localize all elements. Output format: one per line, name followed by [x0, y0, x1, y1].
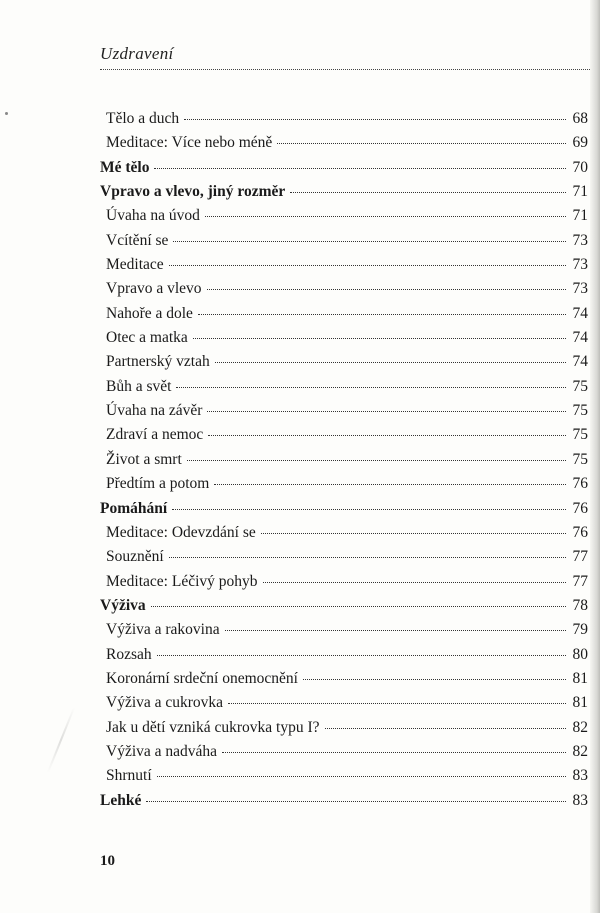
toc-entry-title: Meditace: Odevzdání se	[106, 523, 256, 541]
toc-entry-page: 83	[572, 767, 588, 785]
toc-entry-page: 73	[572, 231, 588, 249]
toc-entry	[100, 402, 588, 426]
toc-dot-leader	[303, 679, 566, 680]
running-head: Uzdravení	[100, 44, 174, 63]
toc-entry-page: 80	[572, 645, 588, 663]
toc-dot-leader	[261, 533, 566, 534]
toc-dot-leader	[277, 143, 566, 144]
toc-entry	[100, 207, 588, 231]
toc-entry	[100, 329, 588, 353]
toc-entry	[100, 353, 588, 377]
toc-dot-leader	[225, 630, 566, 631]
paper-scratch	[47, 707, 75, 773]
toc-entry-page: 71	[572, 183, 588, 201]
toc-entry-title: Koronární srdeční onemocnění	[106, 669, 298, 687]
toc-entry	[100, 573, 588, 597]
toc-entry-title: Otec a matka	[106, 329, 188, 347]
toc-entry-page: 69	[572, 134, 588, 152]
toc-entry-title: Bůh a svět	[106, 377, 172, 395]
toc-entry	[100, 767, 588, 791]
toc-entry-title: Výživa a nadváha	[106, 742, 218, 760]
toc-entry-page: 81	[572, 669, 588, 687]
toc-dot-leader	[173, 241, 566, 242]
toc-entry	[100, 378, 588, 402]
toc-entry-page: 74	[572, 304, 588, 322]
toc-entry	[100, 646, 588, 670]
toc-entry-page: 75	[572, 426, 588, 444]
toc-dot-leader	[187, 460, 566, 461]
table-of-contents	[100, 110, 588, 816]
toc-dot-leader	[172, 509, 566, 510]
toc-entry-page: 75	[572, 377, 588, 395]
toc-entry-title: Partnerský vztah	[106, 353, 210, 371]
toc-entry	[100, 475, 588, 499]
toc-entry-page: 83	[572, 791, 588, 809]
toc-entry	[100, 621, 588, 645]
toc-entry-page: 77	[572, 548, 588, 566]
toc-entry-title: Jak u dětí vzniká cukrovka typu I?	[106, 718, 320, 736]
toc-entry-title: Život a smrt	[106, 450, 182, 468]
toc-entry-page: 71	[572, 207, 588, 225]
toc-entry	[100, 524, 588, 548]
page-edge-shadow	[590, 0, 600, 913]
toc-dot-leader	[169, 557, 566, 558]
toc-entry	[100, 743, 588, 767]
toc-dot-leader	[222, 752, 566, 753]
toc-entry-page: 81	[572, 694, 588, 712]
running-head-rule	[100, 69, 590, 70]
toc-dot-leader	[263, 582, 566, 583]
toc-entry-page: 75	[572, 402, 588, 420]
toc-entry-title: Mé tělo	[100, 158, 150, 176]
toc-entry-title: Vpravo a vlevo	[106, 280, 202, 298]
toc-entry	[100, 792, 588, 816]
toc-entry-page: 78	[572, 596, 588, 614]
toc-entry	[100, 694, 588, 718]
toc-entry-title: Zdraví a nemoc	[106, 426, 204, 444]
toc-entry	[100, 500, 588, 524]
toc-entry-title: Meditace	[106, 256, 164, 274]
toc-dot-leader	[157, 776, 566, 777]
toc-dot-leader	[207, 289, 566, 290]
toc-entry	[100, 548, 588, 572]
toc-dot-leader	[176, 387, 566, 388]
toc-dot-leader	[151, 606, 566, 607]
toc-entry-page: 82	[572, 742, 588, 760]
toc-entry-title: Úvaha na úvod	[106, 207, 200, 225]
toc-dot-leader	[215, 362, 566, 363]
toc-entry-page: 82	[572, 718, 588, 736]
toc-dot-leader	[214, 484, 566, 485]
toc-entry-page: 68	[572, 110, 588, 127]
toc-entry-title: Tělo a duch	[106, 110, 180, 127]
toc-dot-leader	[169, 265, 566, 266]
toc-entry-title: Výživa a rakovina	[106, 621, 220, 639]
toc-entry-title: Pomáhání	[100, 499, 168, 517]
toc-entry-page: 70	[572, 158, 588, 176]
toc-entry-page: 74	[572, 353, 588, 371]
toc-entry-title: Úvaha na závěr	[106, 402, 203, 420]
toc-dot-leader	[207, 411, 566, 412]
toc-entry	[100, 256, 588, 280]
toc-entry	[100, 451, 588, 475]
toc-dot-leader	[157, 655, 566, 656]
toc-entry	[100, 305, 588, 329]
toc-entry	[100, 110, 588, 134]
paper-speck	[5, 112, 8, 115]
toc-entry-title: Výživa a cukrovka	[106, 694, 224, 712]
toc-entry-title: Předtím a potom	[106, 475, 210, 493]
toc-entry-title: Výživa	[100, 596, 146, 614]
toc-entry-page: 79	[572, 621, 588, 639]
toc-entry-title: Rozsah	[106, 645, 152, 663]
toc-dot-leader	[290, 192, 566, 193]
toc-entry	[100, 280, 588, 304]
toc-entry-page: 76	[572, 523, 588, 541]
toc-dot-leader	[228, 703, 566, 704]
toc-entry	[100, 597, 588, 621]
toc-dot-leader	[198, 314, 566, 315]
toc-entry-title: Shrnutí	[106, 767, 152, 785]
toc-entry	[100, 159, 588, 183]
toc-dot-leader	[193, 338, 566, 339]
toc-entry-page: 73	[572, 280, 588, 298]
toc-entry	[100, 670, 588, 694]
toc-entry	[100, 183, 588, 207]
toc-dot-leader	[184, 119, 566, 120]
toc-entry-page: 77	[572, 572, 588, 590]
toc-entry-title: Souznění	[106, 548, 164, 566]
toc-entry	[100, 134, 588, 158]
toc-entry-page: 76	[572, 475, 588, 493]
toc-entry	[100, 426, 588, 450]
toc-dot-leader	[325, 728, 567, 729]
toc-entry-title: Vpravo a vlevo, jiný rozměr	[100, 183, 286, 201]
page-number: 10	[100, 853, 115, 869]
toc-dot-leader	[208, 435, 566, 436]
toc-entry-page: 75	[572, 450, 588, 468]
toc-entry-page: 73	[572, 256, 588, 274]
toc-entry-title: Meditace: Léčivý pohyb	[106, 572, 258, 590]
toc-entry-title: Vcítění se	[106, 231, 169, 249]
toc-dot-leader	[205, 216, 566, 217]
toc-entry-title: Meditace: Více nebo méně	[106, 134, 273, 152]
toc-dot-leader	[154, 168, 566, 169]
toc-dot-leader	[146, 801, 566, 802]
toc-entry-title: Lehké	[100, 791, 142, 809]
toc-entry-page: 76	[572, 499, 588, 517]
toc-entry-page: 74	[572, 329, 588, 347]
toc-entry	[100, 719, 588, 743]
toc-entry-title: Nahoře a dole	[106, 304, 193, 322]
toc-entry	[100, 232, 588, 256]
